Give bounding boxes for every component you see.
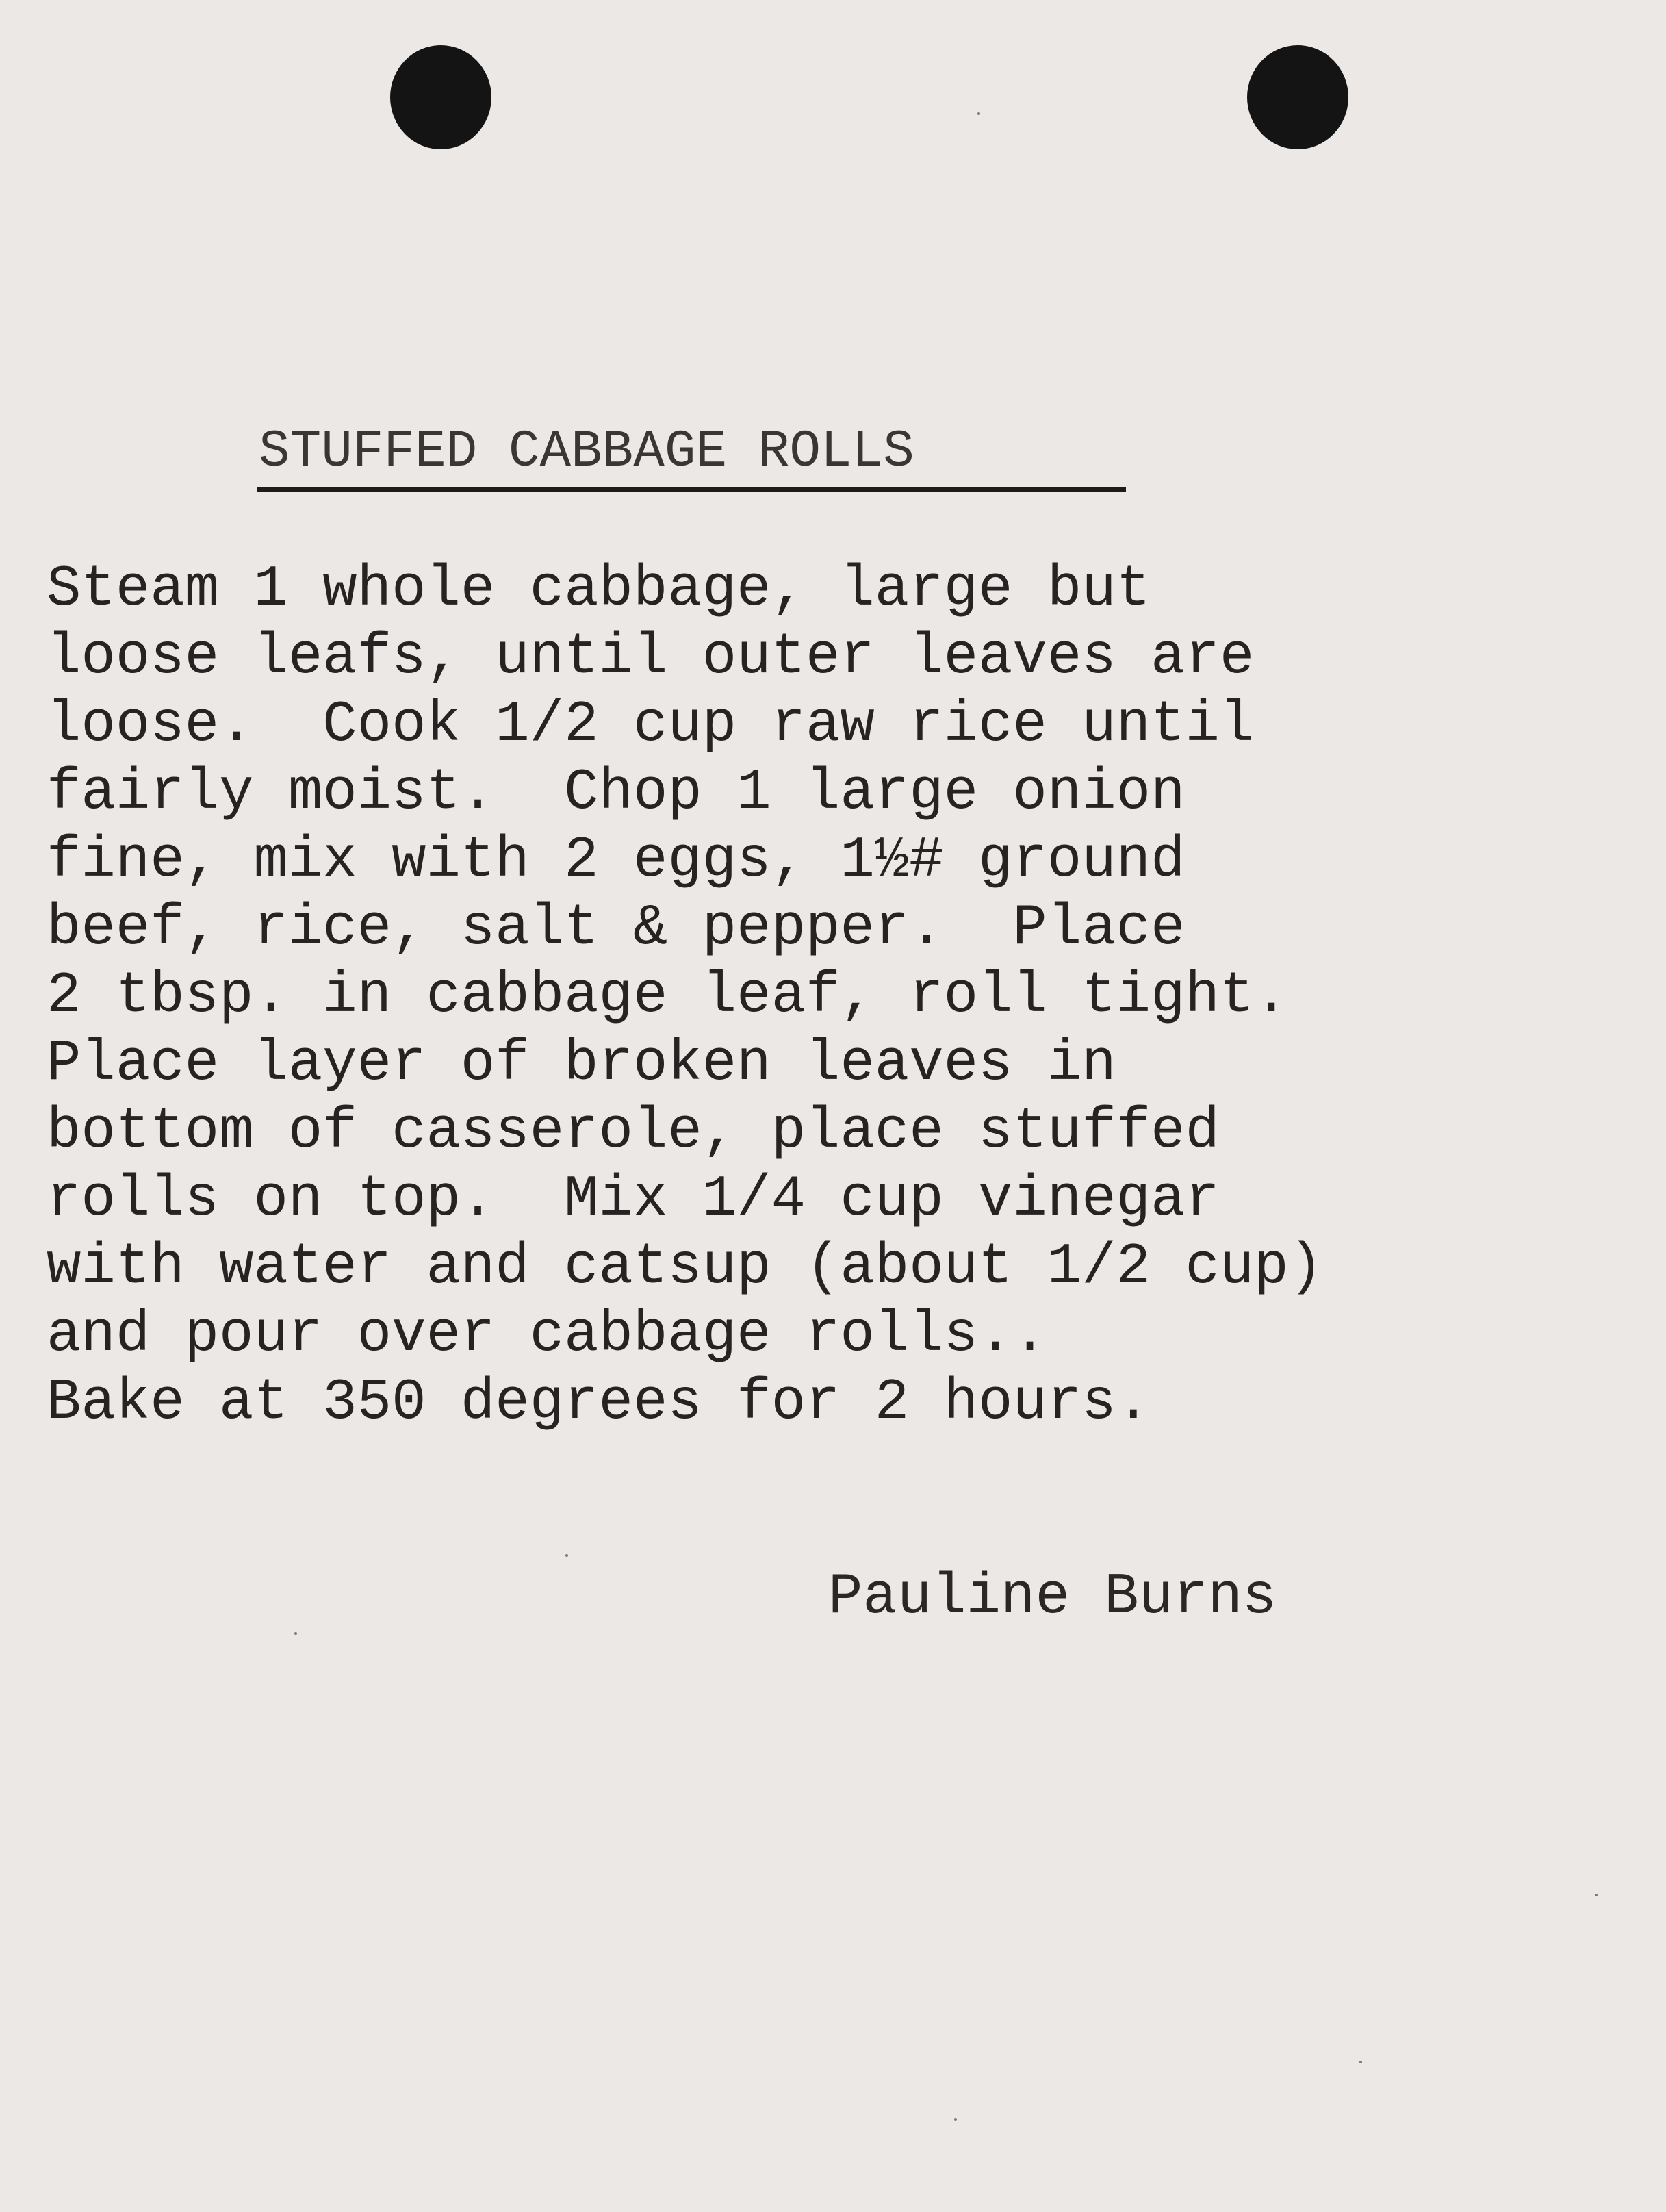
instruction-line: loose. Cook 1/2 cup raw rice until — [47, 693, 1255, 758]
paper-speck — [1595, 1894, 1598, 1896]
instruction-line: Bake at 350 degrees for 2 hours. — [47, 1371, 1151, 1436]
instruction-line: beef, rice, salt & pepper. Place — [47, 896, 1186, 961]
instruction-line: fairly moist. Chop 1 large onion — [47, 761, 1186, 826]
instruction-line: Steam 1 whole cabbage, large but — [47, 557, 1151, 622]
instruction-line: and pour over cabbage rolls.. — [47, 1303, 1047, 1368]
instruction-line: loose leafs, until outer leaves are — [47, 625, 1255, 690]
recipe-instructions — [47, 556, 1641, 1437]
recipe-author: Pauline Burns — [828, 1565, 1277, 1630]
binder-hole-right — [1247, 45, 1348, 149]
paper-speck — [294, 1632, 297, 1635]
instruction-line: fine, mix with 2 eggs, 1½# ground — [47, 828, 1186, 893]
instruction-line: bottom of casserole, place stuffed — [47, 1099, 1220, 1165]
title-underline — [257, 487, 1126, 492]
binder-hole-left — [390, 45, 491, 149]
instruction-line: Place layer of broken leaves in — [47, 1032, 1116, 1097]
paper-speck — [954, 2118, 957, 2121]
paper-speck — [565, 1554, 568, 1557]
instruction-line: rolls on top. Mix 1/4 cup vinegar — [47, 1167, 1220, 1232]
paper-speck — [1359, 2061, 1362, 2063]
instruction-line: with water and catsup (about 1/2 cup) — [47, 1235, 1324, 1300]
recipe-title: STUFFED CABBAGE ROLLS — [259, 422, 914, 481]
paper-speck — [977, 112, 980, 115]
instruction-line: 2 tbsp. in cabbage leaf, roll tight. — [47, 964, 1289, 1029]
